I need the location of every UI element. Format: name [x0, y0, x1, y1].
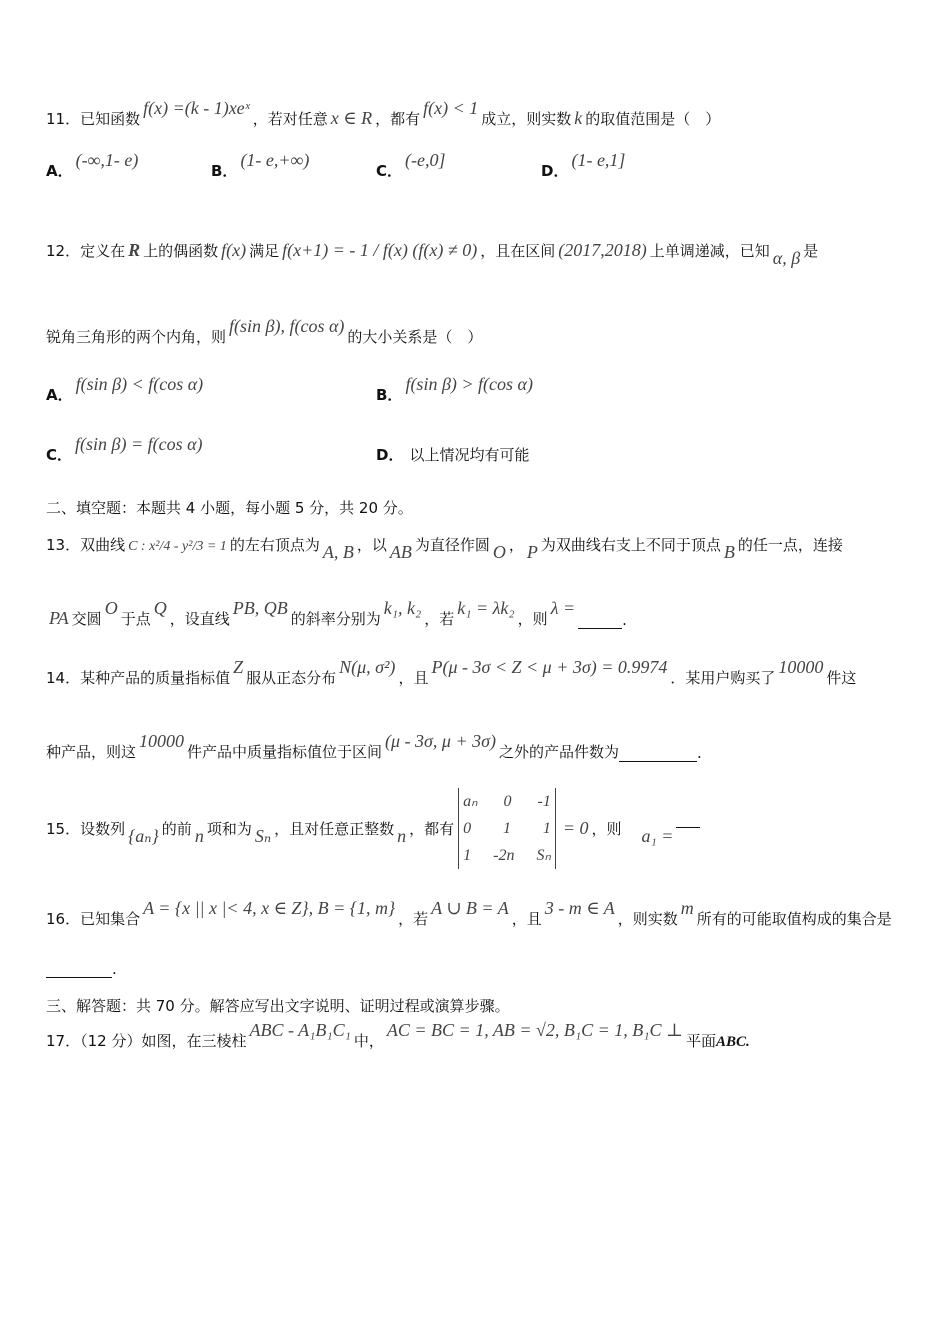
- formula: n: [194, 826, 204, 846]
- text: 之外的产品件数为: [498, 743, 619, 761]
- formula: (μ - 3σ, μ + 3σ): [385, 731, 496, 751]
- q12-option-b[interactable]: [376, 374, 536, 405]
- formula: A ∪ B = A: [431, 898, 509, 918]
- option-value: (-∞,1- e): [75, 150, 139, 170]
- formula: α, β: [772, 248, 801, 268]
- text: ，且对任意正整数: [274, 820, 395, 838]
- det-row: [463, 842, 551, 869]
- text: 为双曲线右支上不同于顶点: [540, 536, 721, 554]
- option-value: (-e,0]: [405, 150, 446, 170]
- question-13: [46, 534, 843, 562]
- formula: A = {x || x |< 4, x ∈ Z}, B = {1, m}: [143, 898, 396, 918]
- option-label: B．: [211, 162, 238, 180]
- q12-option-d[interactable]: [376, 444, 529, 465]
- text: ，: [508, 536, 524, 554]
- det-cell: 0: [463, 820, 472, 837]
- text: 锐角三角形的两个内角，则: [46, 328, 227, 346]
- text: 为直径作圆: [414, 536, 490, 554]
- q12-option-a[interactable]: [46, 374, 206, 405]
- formula: P(μ - 3σ < Z < μ + 3σ) = 0.9974: [431, 657, 668, 677]
- question-16: [46, 898, 892, 929]
- formula: n: [397, 826, 407, 846]
- formula: f(x+1) = - 1 / f(x) (f(x) ≠ 0): [282, 240, 478, 260]
- option-label: D．: [376, 446, 404, 464]
- det-cell: -1: [537, 793, 551, 810]
- answer-blank[interactable]: [46, 963, 112, 978]
- question-14: [46, 657, 857, 688]
- text: ABC.: [716, 1034, 750, 1050]
- det-cell: Sₙ: [536, 847, 551, 864]
- formula: ABC - A₁B₁C₁: [249, 1020, 351, 1040]
- option-label: D．: [541, 162, 569, 180]
- q11-option-a[interactable]: [46, 150, 141, 181]
- section-3-heading: [46, 995, 510, 1016]
- formula: f(x) =(k - 1)xeˣ: [143, 98, 250, 118]
- question-11: [46, 98, 721, 129]
- text: ，则: [517, 610, 548, 628]
- formula: B: [723, 542, 735, 562]
- text: 的斜率分别为: [290, 610, 381, 628]
- text: ，则实数: [617, 910, 678, 928]
- question-12: [46, 240, 819, 268]
- text: ，设直线: [169, 610, 230, 628]
- formula: k₁ = λk₂: [457, 598, 515, 618]
- formula: k₁, k₂: [383, 598, 422, 618]
- text: ，则: [591, 820, 622, 838]
- text: 15．设数列: [46, 820, 126, 838]
- det-cell: 1: [542, 820, 551, 837]
- question-12-cont: [46, 316, 483, 347]
- formula: 3 - m ∈ A: [544, 898, 615, 918]
- text: 13．双曲线: [46, 536, 126, 554]
- text: .: [112, 960, 117, 978]
- option-label: C．: [376, 162, 403, 180]
- formula: N(μ, σ²): [339, 657, 396, 677]
- formula: PA: [49, 608, 69, 628]
- formula: Z: [233, 657, 244, 677]
- text: 中，: [353, 1032, 384, 1050]
- text: 三、解答题：共 70 分。解答应写出文字说明、证明过程或演算步骤。: [46, 997, 510, 1015]
- text: 的左右顶点为: [229, 536, 320, 554]
- text: ，都有: [409, 820, 455, 838]
- text: ，若: [398, 910, 429, 928]
- text: 交圆: [71, 610, 102, 628]
- formula: R: [128, 240, 141, 260]
- text: 上单调递减，已知: [649, 242, 770, 260]
- text: 上的偶函数: [143, 242, 219, 260]
- question-13-cont: [46, 598, 627, 629]
- formula: f(x) < 1: [423, 98, 479, 118]
- text: 所有的可能取值构成的集合是: [696, 910, 892, 928]
- option-value: f(sin β) < f(cos α): [75, 374, 204, 394]
- option-value: 以上情况均有可能: [409, 446, 530, 464]
- text: .: [622, 611, 627, 629]
- formula: AC = BC = 1, AB = √2, B₁C = 1, B₁C ⊥: [386, 1020, 683, 1040]
- text: 平面: [685, 1032, 716, 1050]
- det-row: [463, 788, 551, 815]
- text: ．某用户购买了: [670, 669, 776, 687]
- text: ，若: [424, 610, 455, 628]
- formula: a₁ =: [641, 826, 674, 846]
- text: .: [697, 744, 702, 762]
- text: 的取值范围是（ ）: [585, 110, 721, 128]
- option-value: (1- e,+∞): [240, 150, 310, 170]
- q11-option-d[interactable]: [541, 150, 628, 181]
- formula: k: [574, 108, 583, 128]
- det-row: [463, 815, 551, 842]
- q12-option-c[interactable]: [46, 434, 206, 465]
- formula: Q: [153, 598, 167, 618]
- formula: A, B: [322, 542, 354, 562]
- text: 14．某种产品的质量指标值: [46, 669, 231, 687]
- formula: 10000: [139, 731, 185, 751]
- text: 是: [803, 242, 819, 260]
- formula: P: [526, 542, 538, 562]
- option-value: f(sin β) = f(cos α): [75, 434, 203, 454]
- text: 11．已知函数: [46, 110, 141, 128]
- formula: f(sin β), f(cos α): [229, 316, 345, 336]
- det-cell: 0: [503, 793, 512, 810]
- option-label: C．: [46, 446, 73, 464]
- det-cell: 1: [503, 820, 511, 837]
- text: 项和为: [206, 820, 252, 838]
- formula: Sₙ: [254, 826, 272, 846]
- formula: PB, QB: [232, 598, 288, 618]
- answer-blank[interactable]: [578, 614, 622, 629]
- text: 的前: [161, 820, 192, 838]
- formula: O: [492, 542, 506, 562]
- text: 的大小关系是（ ）: [347, 328, 483, 346]
- text: 满足: [249, 242, 280, 260]
- det-cell: -2n: [493, 847, 515, 864]
- formula: x ∈ R: [330, 108, 373, 128]
- text: ，且: [511, 910, 542, 928]
- option-label: B．: [376, 386, 403, 404]
- text: ，以: [356, 536, 387, 554]
- text: 服从正态分布: [246, 669, 337, 687]
- question-16-cont: [46, 960, 117, 978]
- text: 16．已知集合: [46, 910, 141, 928]
- formula: f(x): [221, 240, 247, 260]
- text: 于点: [120, 610, 151, 628]
- formula: = 0: [562, 818, 589, 838]
- option-label: A．: [46, 386, 73, 404]
- answer-blank[interactable]: [619, 747, 697, 762]
- option-label: A．: [46, 162, 73, 180]
- text: ，且在区间: [480, 242, 556, 260]
- text: 件这: [826, 669, 857, 687]
- section-2-heading: [46, 497, 413, 518]
- text: 二、填空题：本题共 4 小题，每小题 5 分，共 20 分。: [46, 499, 413, 517]
- formula: 10000: [778, 657, 824, 677]
- text: 12．定义在: [46, 242, 126, 260]
- formula: (2017,2018): [558, 240, 647, 260]
- option-value: (1- e,1]: [571, 150, 626, 170]
- text: ，且: [398, 669, 429, 687]
- formula: O: [104, 598, 118, 618]
- question-17: [46, 1020, 750, 1051]
- question-15: [46, 788, 700, 869]
- formula: λ =: [550, 598, 576, 618]
- q11-option-c[interactable]: [376, 150, 449, 181]
- option-value: f(sin β) > f(cos α): [405, 374, 533, 394]
- text: 件产品中质量指标值位于区间: [187, 743, 383, 761]
- text: ，若对任意: [252, 110, 328, 128]
- text: 成立，则实数: [481, 110, 572, 128]
- formula: AB: [389, 542, 412, 562]
- formula: C : x²/4 - y²/3 = 1: [128, 539, 227, 554]
- determinant: [458, 788, 556, 869]
- q11-option-b[interactable]: [211, 150, 312, 181]
- answer-blank[interactable]: [676, 813, 700, 828]
- formula: m: [680, 898, 694, 918]
- text: 种产品，则这: [46, 743, 137, 761]
- text: ，都有: [375, 110, 421, 128]
- question-14-cont: [46, 731, 702, 762]
- text: 的任一点，连接: [737, 536, 843, 554]
- det-cell: 1: [463, 847, 472, 864]
- formula: {aₙ}: [128, 826, 159, 846]
- det-cell: aₙ: [463, 793, 478, 810]
- text: 17．（12 分）如图，在三棱柱: [46, 1032, 247, 1050]
